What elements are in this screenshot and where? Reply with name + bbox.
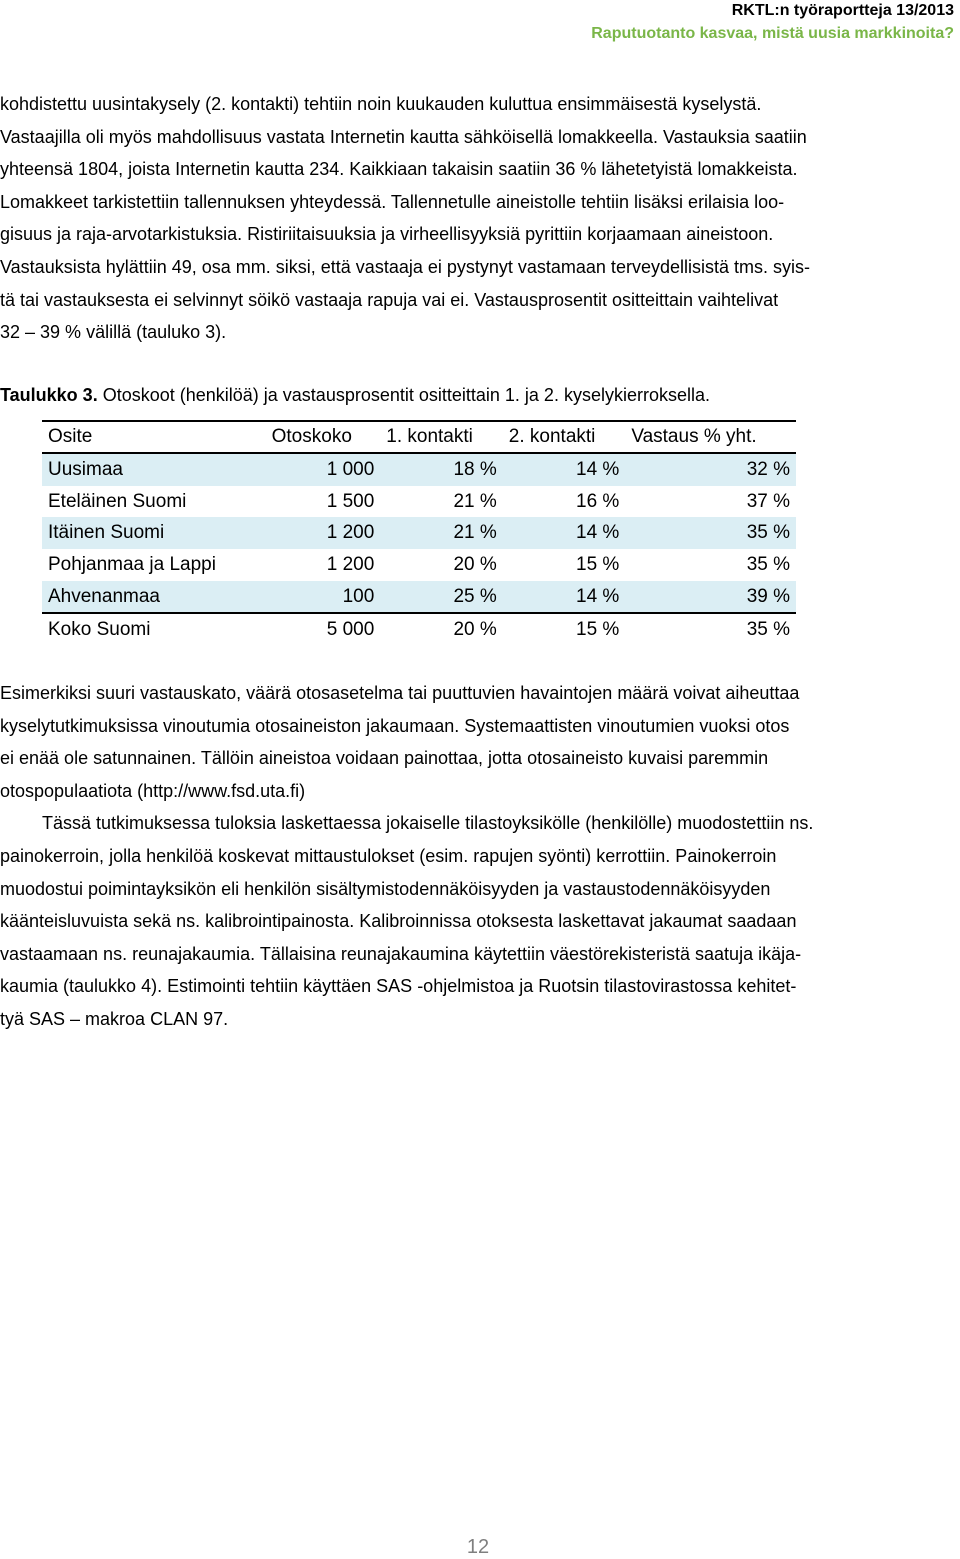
table-cell: 16 % (576, 490, 620, 512)
text-line: muodostui poimintayksikön eli henkilön sisältymistodennäköisyyden ja vastaustodennäköisyyden (0, 878, 771, 899)
response-rate-table (42, 420, 796, 646)
paragraph-sampling (0, 88, 956, 349)
table-cell: 37 % (746, 490, 790, 512)
text-line: otospopulaatiota (http://www.fsd.uta.fi) (0, 780, 306, 801)
table-cell: 14 % (503, 517, 626, 549)
table-cell: 18 % (380, 453, 503, 486)
table-cell: 21 % (380, 517, 503, 549)
col-header-osite: Osite (42, 421, 266, 453)
report-title-header: Raputuotanto kasvaa, mistä uusia markkinoita? (591, 25, 954, 42)
table-cell: 1 200 (326, 553, 375, 575)
table-cell: Koko Suomi (48, 619, 151, 641)
text-line: Vastaajilla oli myös mahdollisuus vastata Internetin kautta sähköisellä lomakkeella. Vastauksia saatiin (0, 126, 807, 147)
text-line: vastaamaan ns. reunajakaumia. Tällaisina reunajakaumina käytettiin väestörekisteristä saatuja ikäja- (0, 943, 802, 964)
text-line: kohdistettu uusintakysely (2. kontakti) tehtiin noin kuukauden kuluttua ensimmäisestä kyselystä. (0, 94, 762, 114)
table-cell: 14 % (503, 453, 626, 486)
table-caption (0, 381, 710, 409)
table-cell: 14 % (503, 581, 626, 614)
report-series-header: RKTL:n työraportteja 13/2013 (731, 2, 954, 19)
table-cell: 20 % (453, 553, 497, 575)
table-header-row (42, 421, 796, 453)
table-cell: 32 % (625, 453, 796, 486)
table-cell: Pohjanmaa ja Lappi (48, 553, 216, 575)
text-line: kaumia (taulukko 4). Estimointi tehtiin käyttäen SAS -ohjelmistoa ja Ruotsin tilastovirastossa kehitet- (0, 976, 797, 997)
table-row (42, 581, 796, 614)
text-line: gisuus ja raja-arvotarkistuksia. Ristiriitaisuuksia ja virheellisyyksiä pyrittiin korjaamaan aineistoon. (0, 224, 774, 245)
table-cell: 100 (266, 581, 381, 614)
table-cell: Ahvenanmaa (42, 581, 266, 614)
table-cell: 1 000 (266, 453, 381, 486)
text-line: käänteisluvuista sekä ns. kalibrointipainosta. Kalibroinnissa otoksesta laskettavat jakaumat saadaan (0, 911, 797, 932)
table-cell: Itäinen Suomi (42, 517, 266, 549)
table-row (42, 549, 796, 581)
paragraph-weighting (0, 677, 956, 1036)
table-cell: Uusimaa (42, 453, 266, 486)
table-caption-label: Taulukko 3. (0, 385, 98, 405)
text-line: Esimerkiksi suuri vastauskato, väärä otosasetelma tai puuttuvien havaintojen määrä voivat aiheuttaa (0, 683, 800, 703)
table-cell: 21 % (453, 490, 497, 512)
text-line: kyselytutkimuksissa vinoutumia otosaineiston jakaumaan. Systemaattisten vinoutumien vuoksi otos (0, 715, 790, 736)
text-line: 32 – 39 % välillä (tauluko 3). (0, 322, 227, 343)
table-cell: 35 % (746, 553, 790, 575)
table-row (42, 486, 796, 518)
table-cell: 15 % (576, 553, 620, 575)
text-line: Lomakkeet tarkistettiin tallennuksen yhteydessä. Tallennetulle aineistolle tehtiin lisäksi erilaisia loo- (0, 191, 785, 212)
text-line: painokerroin, jolla henkilöä koskevat mittaustulokset (esim. rapujen syönti) kerrottiin. Painokerroin (0, 845, 777, 866)
col-header-kontakti1: 1. kontakti (380, 421, 503, 453)
table-cell: 25 % (380, 581, 503, 614)
table-row (42, 453, 796, 486)
text-line: yhteensä 1804, joista Internetin kautta 234. Kaikkiaan takaisin saatiin 36 % lähetetyistä lomakkeista. (0, 159, 798, 180)
col-header-kontakti2: 2. kontakti (503, 421, 626, 453)
table-cell: Eteläinen Suomi (48, 490, 187, 512)
col-header-vastaus: Vastaus % yht. (625, 421, 796, 453)
text-line: tyä SAS – makroa CLAN 97. (0, 1008, 229, 1029)
table-cell: 1 500 (326, 490, 375, 512)
text-line: tä tai vastauksesta ei selvinnyt söikö vastaaja rapuja vai ei. Vastausprosentit ositteittain vaihtelivat (0, 289, 779, 310)
table-cell: 35 % (746, 619, 790, 641)
table-row-total (42, 613, 796, 646)
table-caption-text: Otoskoot (henkilöä) ja vastausprosentit ositteittain 1. ja 2. kyselykierroksella. (97, 385, 710, 405)
table-cell: 5 000 (326, 619, 375, 641)
table-row (42, 517, 796, 549)
text-line: ei enää ole satunnainen. Tällöin aineistoa voidaan painottaa, jotta otosaineisto kuvaisi paremmin (0, 748, 769, 769)
col-header-otoskoko: Otoskoko (266, 421, 381, 453)
table-cell: 20 % (453, 619, 497, 641)
table-cell: 15 % (576, 619, 620, 641)
text-line: Vastauksista hylättiin 49, osa mm. siksi, että vastaaja ei pystynyt vastamaan terveydellisistä tms. syis- (0, 256, 810, 277)
table-cell: 1 200 (266, 517, 381, 549)
page-number: 12 (466, 1536, 490, 1558)
text-line: Tässä tutkimuksessa tuloksia laskettaessa jokaiselle tilastoyksikölle (henkilölle) muodostettiin ns. (42, 813, 814, 834)
table-cell: 39 % (625, 581, 796, 614)
table-cell: 35 % (625, 517, 796, 549)
